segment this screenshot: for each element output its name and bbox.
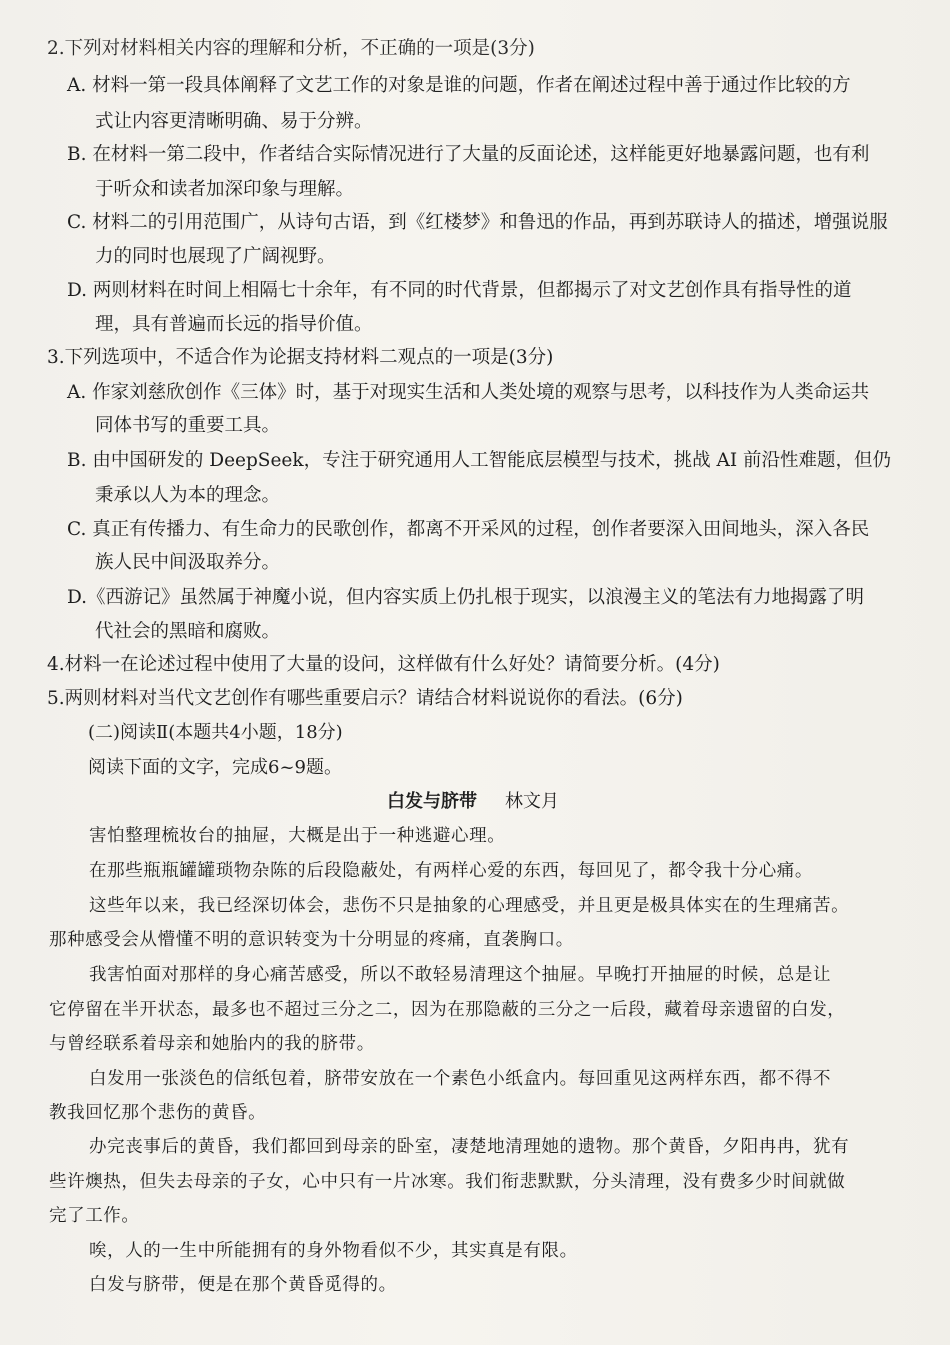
essay-line: 完了工作。 bbox=[49, 1206, 140, 1226]
essay-line: 我害怕面对那样的身心痛苦感受，所以不敢轻易清理这个抽屉。早晚打开抽屉的时候，总是让 bbox=[89, 965, 832, 985]
q3-option-c-line2: 族人民中间汲取养分。 bbox=[95, 552, 281, 573]
q5-stem: 5.两则材料对当代文艺创作有哪些重要启示？请结合材料说说你的看法。(6分) bbox=[47, 688, 683, 709]
essay-line: 它停留在半开状态，最多也不超过三分之二，因为在那隐蔽的三分之一后段，藏着母亲遗留的白发， bbox=[49, 1000, 846, 1020]
essay-line: 害怕整理梳妆台的抽屉，大概是出于一种逃避心理。 bbox=[89, 826, 506, 846]
q2-option-c-line2: 力的同时也展现了广阔视野。 bbox=[95, 246, 336, 267]
q3-option-b-line2: 秉承以人为本的理念。 bbox=[95, 485, 281, 506]
q3-option-d-line2: 代社会的黑暗和腐败。 bbox=[95, 621, 281, 642]
q2-option-c-line1: C. 材料二的引用范围广，从诗句古语，到《红楼梦》和鲁迅的作品，再到苏联诗人的描述，增强说服 bbox=[67, 212, 888, 233]
essay-line: 些许燠热，但失去母亲的子女，心中只有一片冰寒。我们衔悲默默，分头清理，没有费多少时间就做 bbox=[49, 1172, 846, 1192]
section-instruction: 阅读下面的文字，完成6~9题。 bbox=[88, 757, 342, 778]
q3-stem: 3.下列选项中，不适合作为论据支持材料二观点的一项是(3分) bbox=[47, 347, 554, 368]
q2-option-b-line1: B. 在材料一第二段中，作者结合实际情况进行了大量的反面论述，这样能更好地暴露问题，也有利 bbox=[67, 144, 870, 165]
essay-line: 这些年以来，我已经深切体会，悲伤不只是抽象的心理感受，并且更是极具体实在的生理痛苦。 bbox=[89, 896, 850, 916]
q3-option-a-line1: A. 作家刘慈欣创作《三体》时，基于对现实生活和人类处境的观察与思考，以科技作为人类命运共 bbox=[67, 382, 870, 403]
essay-line: 办完丧事后的黄昏，我们都回到母亲的卧室，凄楚地清理她的遗物。那个黄昏，夕阳冉冉，犹有 bbox=[89, 1137, 850, 1157]
essay-line: 那种感受会从懵懂不明的意识转变为十分明显的疼痛，直袭胸口。 bbox=[49, 930, 574, 950]
q2-option-b-line2: 于听众和读者加深印象与理解。 bbox=[95, 179, 355, 200]
essay-line: 在那些瓶瓶罐罐琐物杂陈的后段隐蔽处，有两样心爱的东西，每回见了，都令我十分心痛。 bbox=[89, 861, 813, 881]
q2-option-d-line2: 理，具有普遍而长远的指导价值。 bbox=[95, 314, 373, 335]
essay-title: 白发与脐带 bbox=[387, 791, 477, 812]
q4-stem: 4.材料一在论述过程中使用了大量的设问，这样做有什么好处？请简要分析。(4分) bbox=[47, 654, 720, 675]
essay-line: 与曾经联系着母亲和她胎内的我的脐带。 bbox=[49, 1034, 375, 1054]
q2-option-a-line2: 式让内容更清晰明确、易于分辨。 bbox=[95, 111, 373, 132]
q2-option-d-line1: D. 两则材料在时间上相隔七十余年，有不同的时代背景，但都揭示了对文艺创作具有指导性的道 bbox=[67, 280, 852, 301]
q3-option-c-line1: C. 真正有传播力、有生命力的民歌创作，都离不开采风的过程，创作者要深入田间地头，深入各民 bbox=[67, 519, 870, 540]
q2-option-a-line1: A. 材料一第一段具体阐释了文艺工作的对象是谁的问题，作者在阐述过程中善于通过作比较的方 bbox=[67, 75, 851, 96]
essay-author: 林文月 bbox=[505, 791, 559, 812]
q3-option-a-line2: 同体书写的重要工具。 bbox=[95, 415, 281, 436]
section-heading: (二)阅读Ⅱ(本题共4小题，18分) bbox=[88, 722, 343, 743]
q3-option-d-line1: D.《西游记》虽然属于神魔小说，但内容实质上仍扎根于现实，以浪漫主义的笔法有力地揭露了明 bbox=[67, 587, 865, 608]
essay-line: 唉，人的一生中所能拥有的身外物看似不少，其实真是有限。 bbox=[89, 1241, 578, 1261]
essay-line: 白发用一张淡色的信纸包着，脐带安放在一个素色小纸盒内。每回重见这两样东西，都不得不 bbox=[89, 1069, 832, 1089]
q2-stem: 2.下列对材料相关内容的理解和分析，不正确的一项是(3分) bbox=[47, 38, 535, 59]
q3-option-b-line1: B. 由中国研发的 DeepSeek，专注于研究通用人工智能底层模型与技术，挑战 AI 前沿性难题，但仍 bbox=[67, 450, 892, 471]
essay-line: 白发与脐带，便是在那个黄昏觅得的。 bbox=[89, 1275, 397, 1295]
essay-line: 教我回忆那个悲伤的黄昏。 bbox=[49, 1103, 267, 1123]
